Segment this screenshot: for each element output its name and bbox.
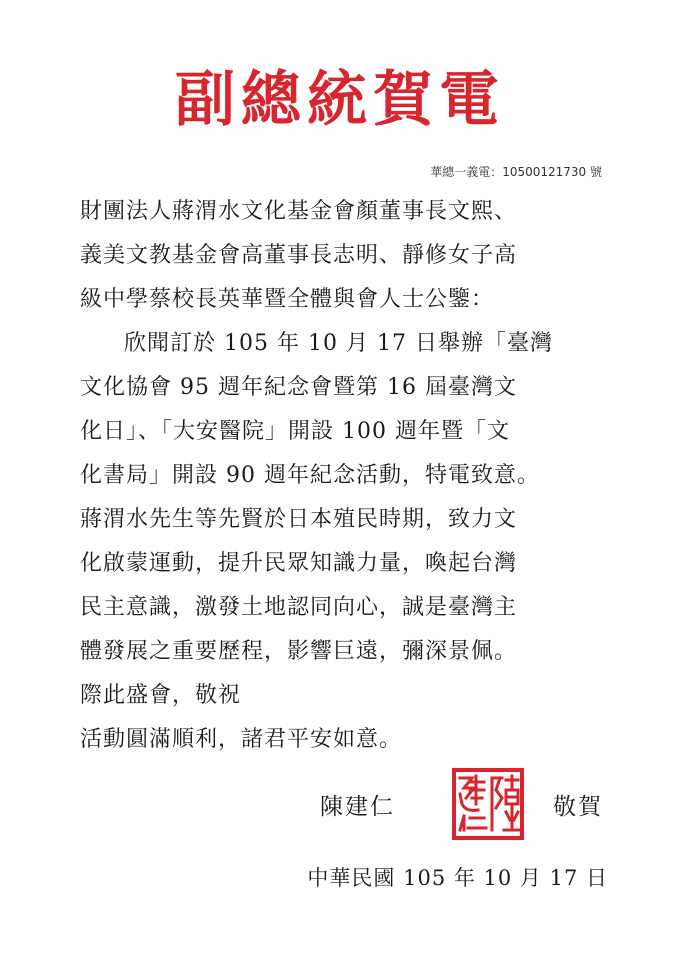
body-line: 化書局」開設 90 週年紀念活動，特電致意。 [80, 463, 540, 488]
body-line: 文化協會 95 週年紀念會暨第 16 屆臺灣文 [80, 375, 517, 400]
body-line: 蔣渭水先生等先賢於日本殖民時期，致力文 [80, 507, 518, 532]
body-line: 際此盛會，敬祝 [80, 683, 242, 708]
letter-body [80, 190, 610, 762]
body-line: 化啟蒙運動，提升民眾知識力量，喚起台灣 [80, 551, 518, 576]
reference-number: 華總一義電：10500121730 號 [430, 165, 602, 179]
body-line: 活動圓滿順利，諸君平安如意。 [80, 727, 403, 752]
letter-date: 中華民國 105 年 10 月 17 日 [307, 866, 608, 890]
body-line: 義美文教基金會高董事長志明、靜修女子高 [80, 243, 518, 268]
closing-salutation: 敬賀 [553, 794, 603, 820]
body-line: 民主意識，激發土地認同向心，誠是臺灣主 [80, 595, 518, 620]
body-line: 體發展之重要歷程，影響巨遠，彌深景佩。 [80, 639, 518, 664]
body-line: 級中學蔡校長英華暨全體與會人士公鑒： [80, 287, 495, 312]
seal-stamp-icon [452, 768, 524, 840]
document-title: 副總統賀電 [175, 65, 505, 135]
body-line: 財團法人蔣渭水文化基金會顏董事長文熙、 [80, 199, 518, 224]
body-line: 欣聞訂於 105 年 10 月 17 日舉辦「臺灣 [124, 331, 553, 356]
signer-name: 陳建仁 [320, 794, 395, 820]
signature-block [0, 768, 680, 848]
body-line: 化日」、「大安醫院」開設 100 週年暨「文 [80, 419, 510, 444]
